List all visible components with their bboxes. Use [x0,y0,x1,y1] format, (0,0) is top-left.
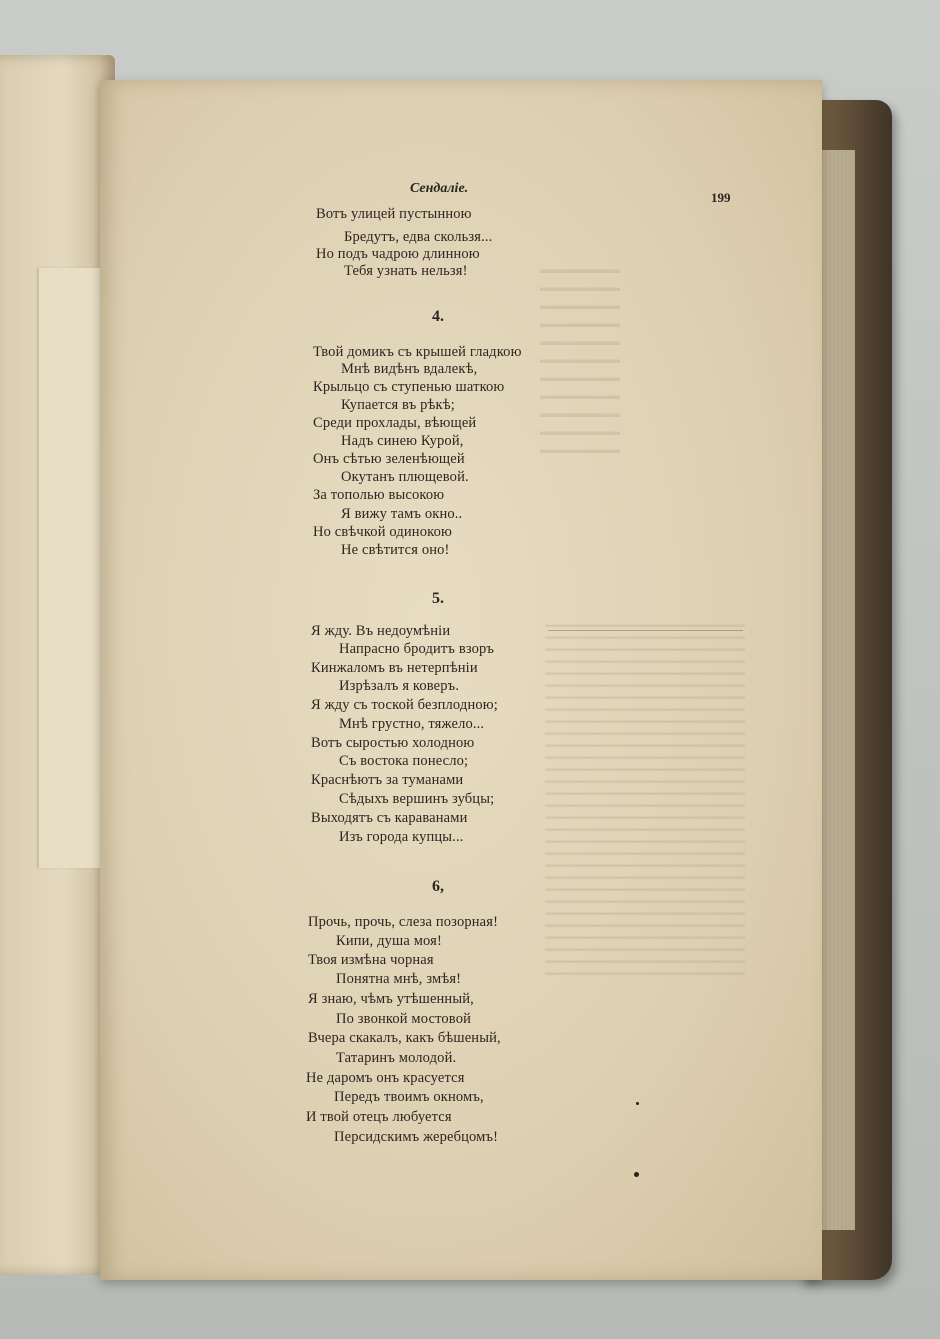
left-page-fold [38,268,101,868]
verse-line: Не свѣтится оно! [341,542,450,558]
stanza-number: 4. [432,308,444,325]
running-title: Сендаліе. [410,181,469,196]
verse-line: Тебя узнать нельзя! [344,263,468,279]
verse-line: Сѣдыхъ вершинъ зубцы; [339,791,495,807]
verse-line: Мнѣ грустно, тяжело... [339,716,485,732]
bleed-through-text-upper [540,255,620,455]
verse-line: Передъ твоимъ окномъ, [334,1089,484,1105]
verse-line: Я жду съ тоской безплодною; [311,697,498,713]
verse-line: Вчера скакалъ, какъ бѣшеный, [308,1030,501,1046]
verse-line: Не даромъ онъ красуется [306,1070,465,1086]
verse-line: Мнѣ видѣнъ вдалекѣ, [341,361,478,377]
stanza-number: 6, [432,878,444,895]
verse-line: Я знаю, чѣмъ утѣшенный, [308,991,474,1007]
verse-line: Съ востока понесло; [339,753,469,769]
verse-line: Купается въ рѣкѣ; [341,397,455,413]
verse-line: Крыльцо съ ступенью шаткою [313,379,505,395]
verse-line: Окутанъ плющевой. [341,469,469,485]
verse-line: Я жду. Въ недоумѣніи [311,623,451,639]
verse-line: Персидскимъ жеребцомъ! [334,1129,499,1145]
verse-line: По звонкой мостовой [336,1011,471,1027]
verse-line: Выходятъ съ караванами [311,810,468,826]
verse-line: Твоя измѣна чорная [308,952,434,968]
ink-spot [636,1102,639,1105]
verse-line: Среди прохлады, вѣющей [313,415,477,431]
verse-line: Бредутъ, едва скользя... [344,229,493,245]
page-number: 199 [711,190,731,205]
verse-line: Напрасно бродитъ взоръ [339,641,495,657]
verse-line: Я вижу тамъ окно.. [341,506,463,522]
verse-line: Надъ синею Курой, [341,433,464,449]
verse-line: Изъ города купцы... [339,829,464,845]
verse-line: И твой отецъ любуется [306,1109,452,1125]
verse-line: Понятна мнѣ, змѣя! [336,971,462,987]
verse-line: Кипи, душа моя! [336,933,442,949]
footnote-rule [548,630,743,631]
bleed-through-text [545,615,745,975]
ink-spot [634,1172,639,1177]
verse-line: Изрѣзалъ я коверъ. [339,678,460,694]
verse-line: Прочь, прочь, слеза позорная! [308,914,499,930]
stanza-number: 5. [432,590,444,607]
verse-line: Твой домикъ съ крышей гладкою [313,344,522,360]
verse-line: Но подъ чадрою длинною [316,246,480,262]
verse-line: Татаринъ молодой. [336,1050,457,1066]
verse-line: Вотъ улицей пустынною [316,206,472,222]
verse-line: Вотъ сыростью холодною [311,735,475,751]
verse-line: Краснѣютъ за туманами [311,772,464,788]
verse-line: Но свѣчкой одинокою [313,524,452,540]
verse-line: За тополью высокою [313,487,445,503]
verse-line: Онъ сѣтью зеленѣющей [313,451,465,467]
verse-line: Кинжаломъ въ нетерпѣніи [311,660,478,676]
